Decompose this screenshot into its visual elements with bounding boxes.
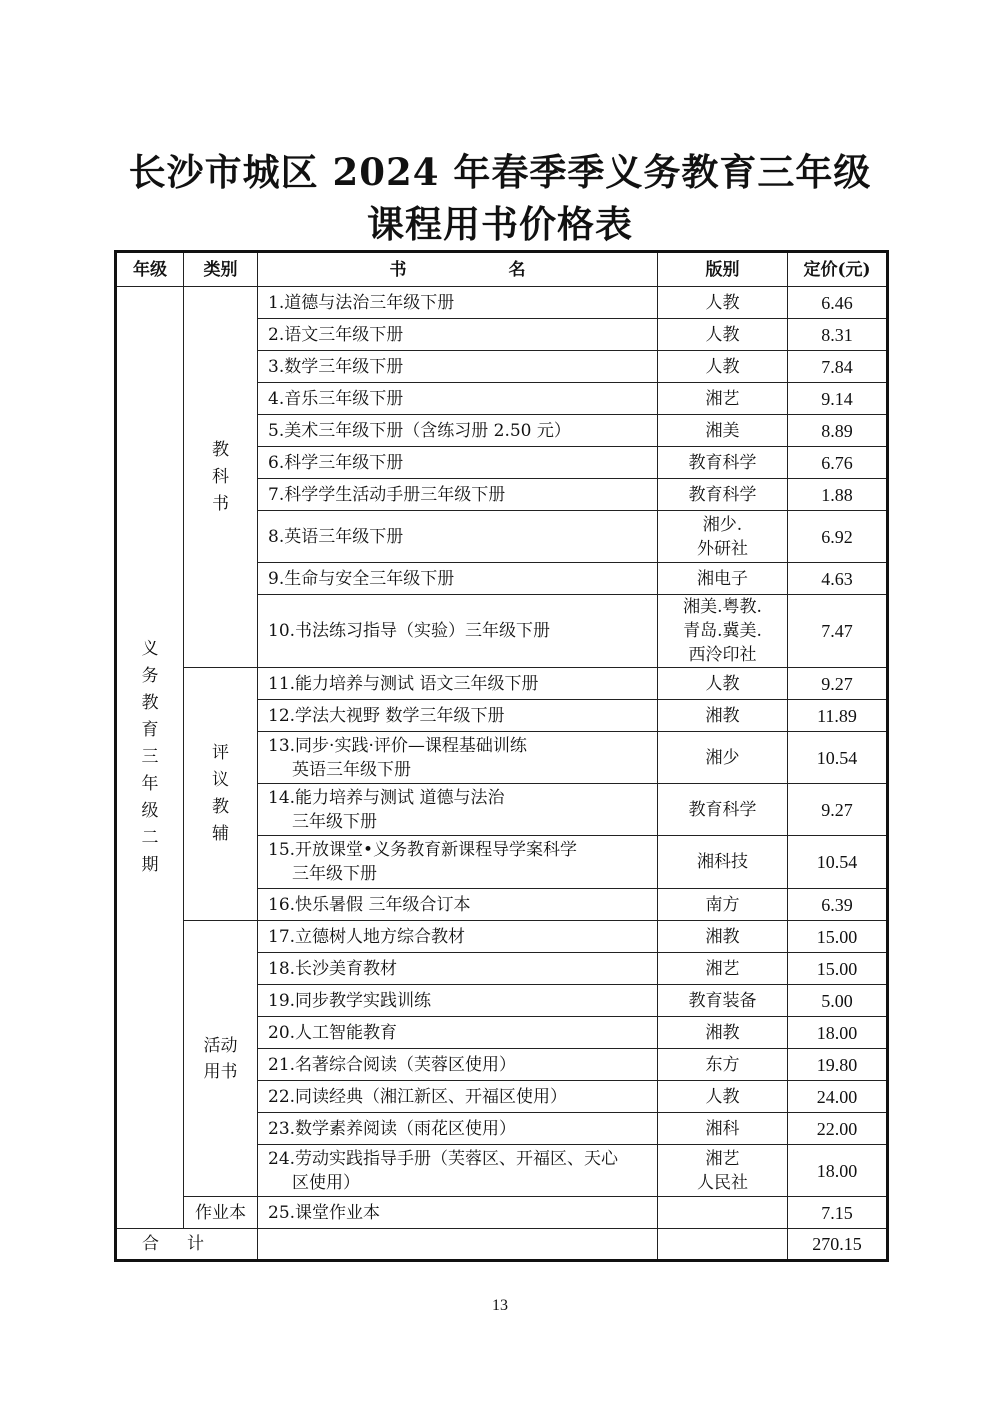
book-name-cell [258,700,658,732]
book-name-cell [258,351,658,383]
publisher: 湘美 [705,420,740,441]
publisher: 西泠印社 [688,645,757,665]
book-name: 18.长沙美育教材 [268,958,398,979]
book-name-cell [258,511,658,563]
publisher: 湘艺 [705,388,740,409]
book-name: 7.科学学生活动手册三年级下册 [268,484,506,505]
publisher: 湘教 [705,1022,740,1043]
book-name-cell [258,287,658,319]
book-name: 16.快乐暑假 三年级合订本 [268,894,471,915]
publisher: 外研社 [697,538,748,559]
price-cell: 18.00 [788,1017,888,1049]
price-cell: 7.15 [788,1197,888,1229]
price-cell: 22.00 [788,1113,888,1145]
publisher-cell [658,563,788,595]
table-row [116,668,888,700]
category-cell-textbook [184,287,258,668]
book-name: 4.音乐三年级下册 [268,388,404,409]
publisher: 人教 [705,673,740,694]
book-name-cell [258,732,658,784]
header-price: 定价(元) [788,252,888,287]
publisher-cell [658,1017,788,1049]
document-title-line-1: 长沙市城区 2024 年春季季义务教育三年级 [128,150,872,194]
publisher: 东方 [705,1054,740,1075]
book-name: 20.人工智能教育 [268,1022,398,1043]
category-label: 教科书 [212,439,229,514]
publisher: 人教 [705,1086,740,1107]
publisher: 湘艺 [705,1148,740,1169]
price-cell: 6.92 [788,511,888,563]
category-label: 作业本 [195,1202,246,1223]
publisher-cell [658,1145,788,1197]
publisher-cell [658,1049,788,1081]
price-cell: 5.00 [788,985,888,1017]
book-name: 6.科学三年级下册 [268,452,404,473]
price-cell: 9.27 [788,784,888,836]
table-row [116,1197,888,1229]
publisher-cell [658,511,788,563]
publisher: 湘科技 [697,852,748,872]
category-cell-homework [184,1197,258,1229]
header-category: 类别 [184,252,258,287]
publisher: 教育装备 [688,990,757,1011]
book-name: 19.同步教学实践训练 [268,990,432,1011]
book-name-cell [258,1049,658,1081]
book-name: 14.能力培养与测试 道德与法治 [268,787,505,808]
publisher-cell [658,351,788,383]
publisher: 湘科 [705,1118,740,1139]
header-book-name: 书 名 [258,252,658,287]
book-name-cell [258,668,658,700]
book-name: 21.名著综合阅读（芙蓉区使用） [268,1054,517,1075]
book-name-cell [258,1017,658,1049]
publisher: 人教 [705,292,740,313]
book-name: 15.开放课堂•义务教育新课程导学案科学 [268,840,578,860]
book-name: 23.数学素养阅读（雨花区使用） [268,1118,517,1139]
total-name-cell [258,1229,658,1261]
price-cell: 9.14 [788,383,888,415]
price-table [114,250,889,1262]
total-price: 270.15 [788,1229,888,1261]
publisher: 湘美.粤教. [683,597,762,617]
book-name-cell [258,1081,658,1113]
book-name-cell [258,784,658,836]
price-cell: 15.00 [788,953,888,985]
book-name-cell [258,953,658,985]
book-name-cell [258,415,658,447]
total-label: 合计 [116,1229,258,1261]
price-cell: 1.88 [788,479,888,511]
book-name: 三年级下册 [292,811,377,832]
price-cell: 11.89 [788,700,888,732]
publisher: 湘少. [702,514,743,535]
grade-cell [116,287,184,1229]
page-number: 13 [492,1297,508,1314]
publisher-cell [658,595,788,668]
price-cell: 7.84 [788,351,888,383]
book-name-cell [258,479,658,511]
book-name: 3.数学三年级下册 [268,356,404,377]
publisher-cell [658,319,788,351]
book-name-cell [258,889,658,921]
publisher: 湘电子 [697,568,748,589]
publisher: 教育科学 [688,484,757,505]
publisher: 教育科学 [688,799,757,820]
price-cell: 6.76 [788,447,888,479]
price-cell: 18.00 [788,1145,888,1197]
table-row [116,921,888,953]
book-name: 25.课堂作业本 [268,1202,381,1223]
publisher-cell [658,953,788,985]
book-name-cell [258,447,658,479]
publisher-cell [658,784,788,836]
book-name-cell [258,319,658,351]
price-cell: 9.27 [788,668,888,700]
price-cell: 6.39 [788,889,888,921]
publisher: 人教 [705,356,740,377]
publisher-cell [658,732,788,784]
publisher: 教育科学 [688,452,757,473]
book-name-cell [258,985,658,1017]
price-cell: 15.00 [788,921,888,953]
publisher-cell [658,668,788,700]
publisher: 南方 [705,894,740,915]
price-cell: 10.54 [788,732,888,784]
publisher: 青岛.冀美. [683,621,762,641]
price-cell: 10.54 [788,836,888,889]
publisher: 湘艺 [705,958,740,979]
book-name: 英语三年级下册 [292,759,411,780]
publisher: 湘教 [705,926,740,947]
price-cell: 8.31 [788,319,888,351]
publisher-cell [658,921,788,953]
publisher: 湘少 [705,747,740,768]
publisher-cell [658,415,788,447]
category-label: 活动用书 [203,1035,238,1082]
book-name-cell [258,1145,658,1197]
book-name: 13.同步·实践·评价—课程基础训练 [268,735,527,756]
category-cell-tutoring [184,668,258,921]
publisher-cell [658,479,788,511]
book-name: 11.能力培养与测试 语文三年级下册 [268,673,539,694]
book-name: 三年级下册 [292,864,377,884]
grade-label: 义务教育三年级二期 [141,639,159,875]
price-cell: 4.63 [788,563,888,595]
book-name: 8.英语三年级下册 [268,526,404,547]
publisher-cell [658,447,788,479]
publisher-cell [658,889,788,921]
book-name: 12.学法大视野 数学三年级下册 [268,705,505,726]
book-name-cell [258,563,658,595]
book-name-cell [258,595,658,668]
total-row [116,1229,888,1261]
document-title-line-2: 课程用书价格表 [367,202,633,246]
publisher-cell [658,383,788,415]
book-name: 1.道德与法治三年级下册 [268,292,455,313]
publisher-cell [658,1197,788,1229]
price-cell: 24.00 [788,1081,888,1113]
book-name: 区使用） [292,1172,360,1193]
publisher: 人民社 [697,1172,748,1193]
price-cell: 7.47 [788,595,888,668]
price-cell: 6.46 [788,287,888,319]
book-name-cell [258,1113,658,1145]
publisher-cell [658,836,788,889]
publisher: 人教 [705,324,740,345]
book-name-cell [258,836,658,889]
publisher-cell [658,985,788,1017]
category-label: 评议教辅 [212,743,229,844]
book-name: 9.生命与安全三年级下册 [268,568,455,589]
book-name: 24.劳动实践指导手册（芙蓉区、开福区、天心 [268,1148,619,1169]
publisher-cell [658,700,788,732]
price-cell: 8.89 [788,415,888,447]
book-name: 10.书法练习指导（实验）三年级下册 [268,621,551,641]
publisher-cell [658,1113,788,1145]
publisher-cell [658,1081,788,1113]
book-name: 22.同读经典（湘江新区、开福区使用） [268,1086,568,1107]
book-name: 2.语文三年级下册 [268,324,404,345]
publisher: 湘教 [705,705,740,726]
book-name: 5.美术三年级下册（含练习册 2.50 元） [268,420,571,441]
total-publisher-cell [658,1229,788,1261]
price-cell: 19.80 [788,1049,888,1081]
book-name: 17.立德树人地方综合教材 [268,926,466,947]
publisher-cell [658,287,788,319]
header-publisher: 版别 [658,252,788,287]
table-row [116,287,888,319]
table-header-row [116,252,888,287]
book-name-cell [258,383,658,415]
book-name-cell [258,1197,658,1229]
book-name-cell [258,921,658,953]
header-grade: 年级 [116,252,184,287]
category-cell-activity [184,921,258,1197]
